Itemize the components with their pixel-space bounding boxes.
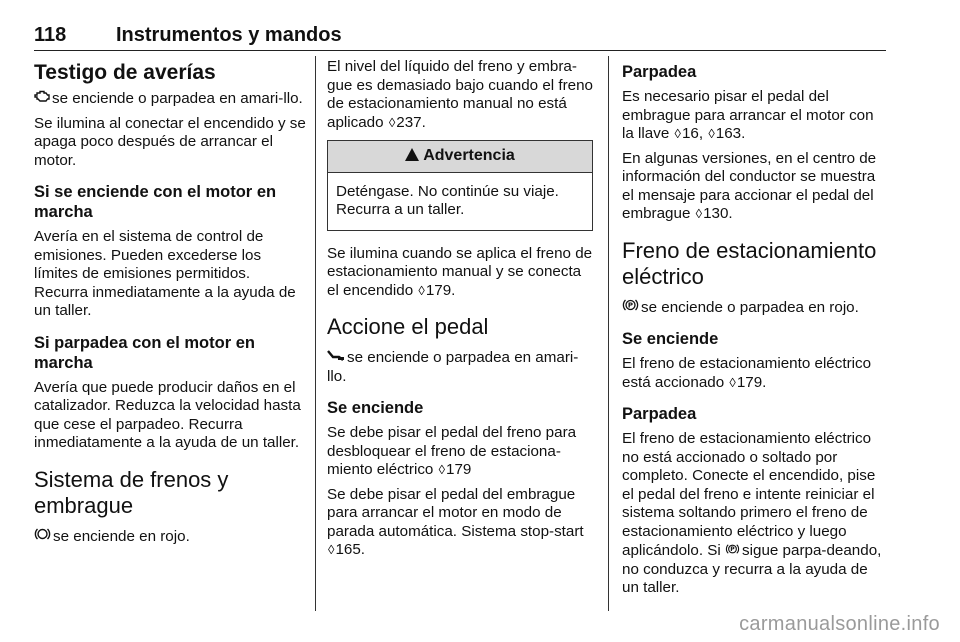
page-ref: 237. — [396, 113, 426, 131]
paragraph: El freno de estacionamiento eléctrico está accionado ◊179. — [622, 355, 872, 391]
svg-text:P: P — [730, 546, 735, 554]
page-ref-icon: ◊ — [438, 462, 446, 477]
warning-header: Advertencia — [328, 141, 592, 173]
paragraph: Es necesario pisar el pedal del embrague para arrancar el motor con la llave ◊16, ◊163. — [622, 88, 874, 142]
page-ref-icon: ◊ — [695, 206, 703, 221]
paragraph: se enciende o parpadea en amari-llo. — [327, 349, 579, 385]
paragraph: Se debe pisar el pedal del freno para desbloquear el freno de estaciona-miento eléctrico ◊179 — [327, 424, 577, 478]
section-title-brakes: Sistema de frenos y embrague — [34, 466, 229, 518]
column-divider — [315, 56, 316, 611]
brake-system-icon — [34, 527, 51, 546]
page-ref-icon: ◊ — [418, 282, 425, 298]
check-engine-icon — [34, 89, 50, 108]
parking-brake-icon — [725, 541, 740, 560]
chapter-title: Instrumentos y mandos — [116, 24, 342, 46]
page-ref: 16, — [681, 125, 704, 142]
section-title-electric-parking-brake: Freno de estacionamiento eléctrico — [622, 237, 877, 289]
paragraph: Se debe pisar el pedal del embrague para arrancar el motor en modo de parada automática. Sistema stop-start ◊165. — [327, 485, 584, 558]
paragraph: se enciende o parpadea en amari-llo. — [34, 89, 306, 109]
svg-text:P: P — [627, 301, 634, 310]
column-3 — [622, 58, 888, 604]
warning-box — [327, 140, 593, 231]
foot-pedal-icon — [327, 348, 345, 367]
warning-triangle-icon — [405, 148, 419, 161]
page-ref: 179. — [736, 373, 767, 391]
page-number: 118 — [34, 24, 67, 46]
page-ref: 163. — [715, 125, 746, 142]
page-ref: 165. — [335, 541, 365, 558]
subsection-title: Parpadea — [622, 63, 697, 81]
paragraph: Se ilumina cuando se aplica el freno de estacionamiento manual y se conecta el encendido ◊179. — [327, 244, 593, 299]
page-ref-icon: ◊ — [674, 126, 681, 141]
subsection-title: Si parpadea con el motor en marcha — [34, 333, 255, 372]
subsection-title: Se enciende — [327, 399, 424, 417]
page-ref-icon: ◊ — [328, 542, 335, 557]
page-header — [34, 22, 886, 51]
paragraph: Se ilumina al conectar el encendido y se apaga poco después de arrancar el motor. — [34, 114, 306, 169]
section-title-fault-indicator: Testigo de averías — [34, 61, 216, 84]
subsection-title: Parpadea — [622, 405, 697, 423]
paragraph: El freno de estacionamiento eléctrico no está accionado o soltado por completo. Conecte el encendido, pise el pedal del freno e intente reiniciar el sistema soltando primero el freno de estacionamiento eléctrico y luego aplicándolo. Si P sigue parpa-deando, no conduzca y recurra a la ayuda de un taller. — [622, 430, 882, 596]
parking-brake-icon — [622, 298, 639, 317]
page-ref-icon: ◊ — [708, 126, 715, 141]
column-1 — [34, 58, 306, 552]
column-divider — [608, 56, 609, 611]
page-ref: 179. — [425, 281, 456, 299]
subsection-title: Si se enciende con el motor en marcha — [34, 183, 277, 221]
paragraph: se enciende en rojo. — [34, 527, 306, 547]
paragraph: El nivel del líquido del freno y embra-gue es demasiado bajo cuando el freno de estacionamiento manual no está aplicado ◊237. — [327, 58, 593, 131]
page-ref-icon: ◊ — [729, 374, 736, 390]
warning-text: Deténgase. No continúe su viaje. Recurra a un taller. — [336, 182, 559, 218]
paragraph: P se enciende o parpadea en rojo. — [622, 298, 888, 318]
watermark: carmanualsonline.info — [739, 613, 940, 635]
paragraph: Avería en el sistema de control de emisiones. Pueden excederse los límites de emisiones permitidos. Recurra inmediatamente a la ayuda de un taller. — [34, 228, 296, 319]
page-ref: 130. — [703, 205, 733, 222]
page-ref-icon: ◊ — [388, 114, 396, 130]
subsection-title: Se enciende — [622, 330, 719, 348]
paragraph: Avería que puede producir daños en el catalizador. Reduzca la velocidad hasta que cese el parpadeo. Recurra inmediatamente a la ayuda de un taller. — [34, 378, 301, 451]
section-title-pedal: Accione el pedal — [327, 314, 489, 339]
column-2 — [327, 58, 593, 566]
page-ref: 179 — [446, 461, 472, 478]
paragraph: En algunas versiones, en el centro de información del conductor se muestra el mensaje para accionar el pedal del embrague ◊130. — [622, 149, 877, 222]
